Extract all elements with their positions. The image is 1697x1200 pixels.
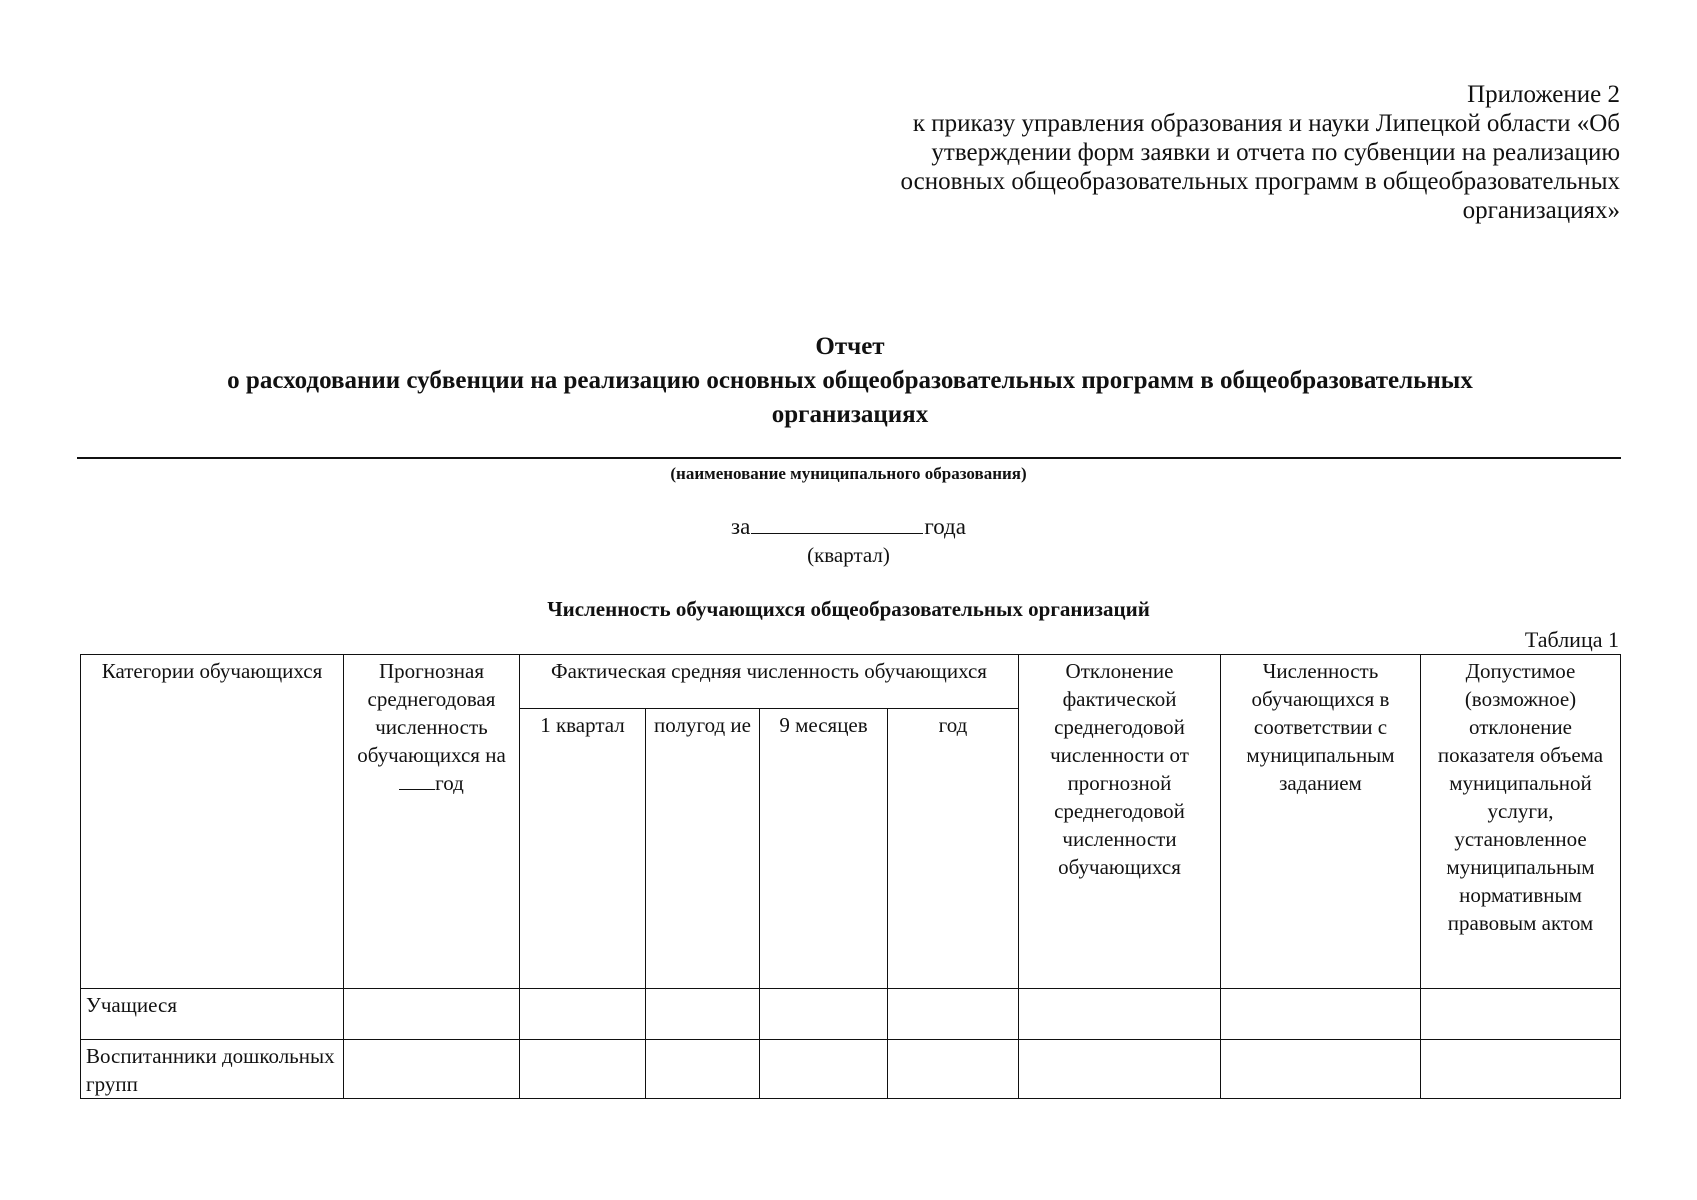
header-forecast bbox=[344, 655, 520, 989]
header-forecast-suffix: год bbox=[435, 771, 464, 795]
header-allowed-deviation: Допустимое (возможное) отклонение показателя объема муниципальной услуги, установленное муниципальным нормативным правовым актом bbox=[1421, 655, 1621, 989]
appendix-title: Приложение 2 bbox=[1467, 81, 1620, 108]
cell-assignment bbox=[1221, 1040, 1421, 1099]
cell-year bbox=[888, 1040, 1019, 1099]
cell-year bbox=[888, 989, 1019, 1040]
header-forecast-text: Прогнозная среднегодовая численность обучающихся на bbox=[357, 659, 506, 767]
report-table bbox=[80, 654, 1621, 1099]
cell-q1 bbox=[520, 1040, 646, 1099]
table-heading: Численность обучающихся общеобразовательных организаций bbox=[547, 597, 1150, 621]
period-prefix: за bbox=[731, 514, 751, 539]
municipality-caption: (наименование муниципального образования) bbox=[670, 464, 1027, 483]
cell-nine-months bbox=[760, 989, 888, 1040]
row-category: Воспитанники дошкольных групп bbox=[81, 1040, 344, 1099]
header-year: год bbox=[888, 709, 1019, 989]
header-deviation: Отклонение фактической среднегодовой численности от прогнозной среднегодовой численности обучающихся bbox=[1019, 655, 1221, 989]
cell-nine-months bbox=[760, 1040, 888, 1099]
header-half-year: полугод ие bbox=[646, 709, 760, 989]
period-suffix: года bbox=[924, 514, 966, 539]
cell-q1 bbox=[520, 989, 646, 1040]
cell-forecast bbox=[344, 1040, 520, 1099]
cell-deviation bbox=[1019, 989, 1221, 1040]
report-subtitle: организациях bbox=[771, 401, 929, 428]
header-nine-months: 9 месяцев bbox=[760, 709, 888, 989]
header-category: Категории обучающихся bbox=[81, 655, 344, 989]
header-actual-group: Фактическая средняя численность обучающихся bbox=[520, 655, 1019, 709]
appendix-line: организациях» bbox=[1462, 197, 1620, 224]
cell-allowed-deviation bbox=[1421, 989, 1621, 1040]
cell-assignment bbox=[1221, 989, 1421, 1040]
appendix-header bbox=[760, 80, 1620, 225]
year-blank bbox=[399, 771, 435, 790]
header-assignment: Численность обучающихся в соответствии с муниципальным заданием bbox=[1221, 655, 1421, 989]
cell-half-year bbox=[646, 989, 760, 1040]
cell-deviation bbox=[1019, 1040, 1221, 1099]
period-line bbox=[0, 513, 1697, 540]
quarter-caption: (квартал) bbox=[807, 543, 890, 567]
table-row bbox=[81, 989, 1621, 1040]
header-q1: 1 квартал bbox=[520, 709, 646, 989]
table-row bbox=[81, 1040, 1621, 1099]
cell-forecast bbox=[344, 989, 520, 1040]
table-header-row bbox=[81, 655, 1621, 709]
report-title: Отчет bbox=[815, 333, 885, 360]
cell-allowed-deviation bbox=[1421, 1040, 1621, 1099]
appendix-line: основных общеобразовательных программ в общеобразовательных bbox=[900, 168, 1620, 195]
period-blank bbox=[751, 513, 923, 534]
row-category: Учащиеся bbox=[81, 989, 344, 1040]
report-title-block bbox=[80, 330, 1620, 432]
municipality-blank-line bbox=[77, 457, 1621, 459]
cell-half-year bbox=[646, 1040, 760, 1099]
appendix-line: утверждении форм заявки и отчета по субвенции на реализацию bbox=[931, 139, 1620, 166]
table-number: Таблица 1 bbox=[1524, 627, 1619, 652]
appendix-line: к приказу управления образования и науки Липецкой области «Об bbox=[912, 110, 1620, 137]
report-subtitle: о расходовании субвенции на реализацию основных общеобразовательных программ в общеобразовательных bbox=[227, 367, 1473, 394]
